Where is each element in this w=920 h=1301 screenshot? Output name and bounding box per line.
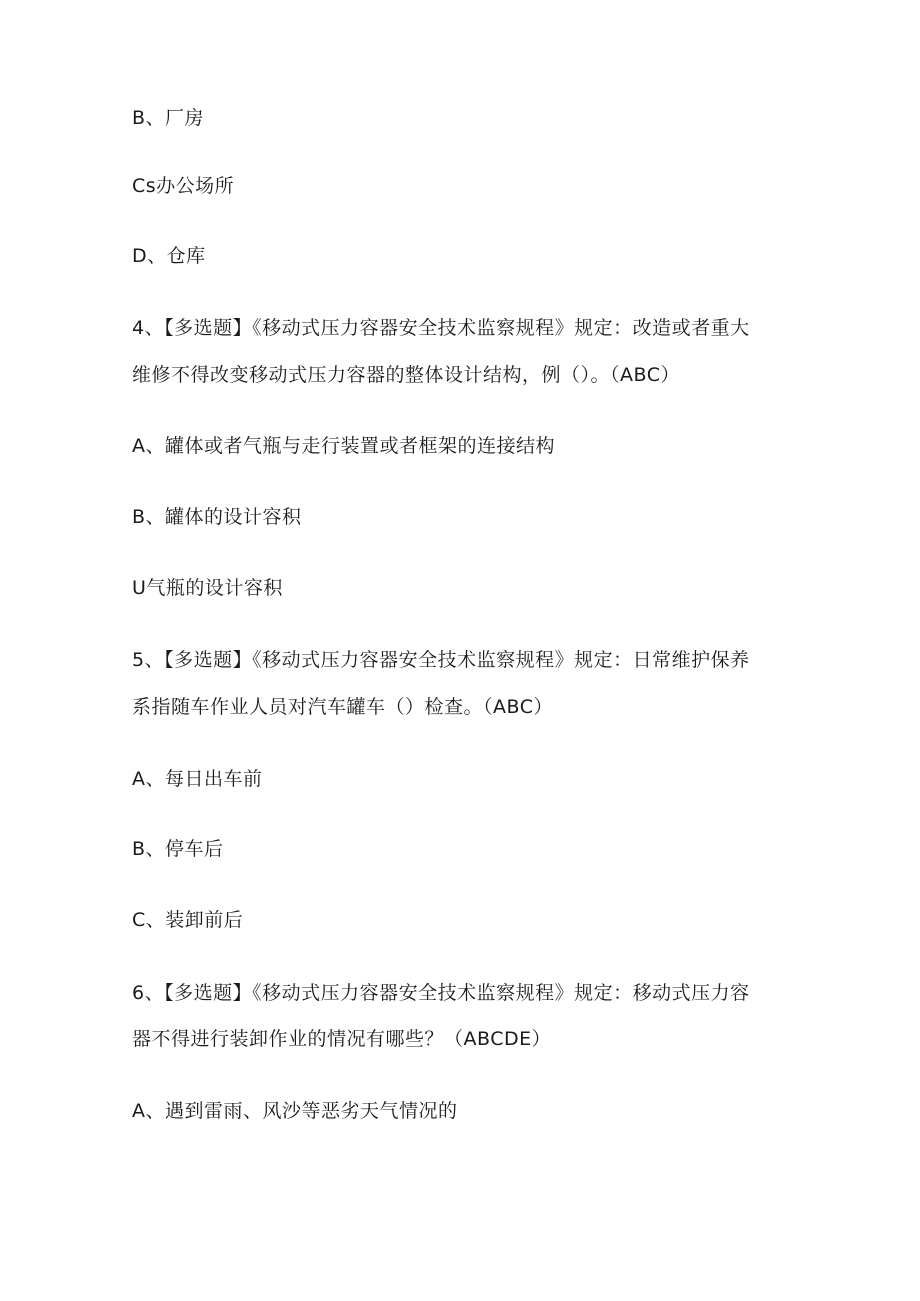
question-4-option-b: B、罐体的设计容积 xyxy=(132,506,302,528)
question-4-line-2: 维修不得改变移动式压力容器的整体设计结构，例（）。（ABC） xyxy=(132,364,680,386)
question-4-line-1: 4、【多选题】《移动式压力容器安全技术监察规程》规定：改造或者重大 xyxy=(132,317,750,339)
question-4-option-c: U气瓶的设计容积 xyxy=(132,577,283,599)
question-5-line-1: 5、【多选题】《移动式压力容器安全技术监察规程》规定：日常维护保养 xyxy=(132,649,750,671)
option-c-office: Cs办公场所 xyxy=(132,175,235,197)
question-6-option-a: A、遇到雷雨、风沙等恶劣天气情况的 xyxy=(132,1100,458,1122)
question-5-option-c: C、装卸前后 xyxy=(132,909,244,931)
option-b-factory: B、厂房 xyxy=(132,107,205,129)
question-5-option-a: A、每日出车前 xyxy=(132,768,263,790)
question-5-option-b: B、停车后 xyxy=(132,838,224,860)
question-4-option-a: A、罐体或者气瓶与走行装置或者框架的连接结构 xyxy=(132,435,555,457)
question-6-line-1: 6、【多选题】《移动式压力容器安全技术监察规程》规定：移动式压力容 xyxy=(132,982,750,1004)
question-6-line-2: 器不得进行装卸作业的情况有哪些？（ABCDE） xyxy=(132,1028,552,1050)
question-5-line-2: 系指随车作业人员对汽车罐车（）检查。（ABC） xyxy=(132,696,553,718)
option-d-warehouse: D、仓库 xyxy=(132,245,206,267)
